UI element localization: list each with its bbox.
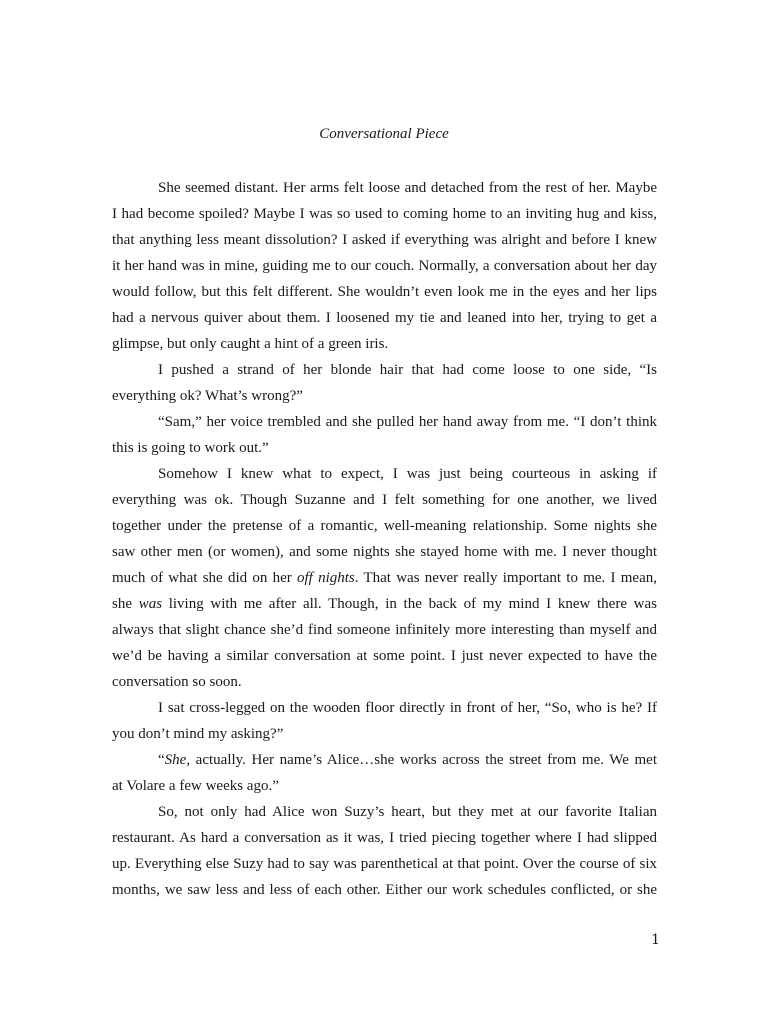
text-line	[112, 409, 657, 435]
text-run: you don’t mind my asking?”	[112, 726, 284, 742]
text-run: we’d be having a similar conversation at some point. I just never expected to have the	[112, 648, 657, 664]
text-run: actually. Her name’s Alice…she works across the street from me. We met	[190, 752, 657, 768]
text-line	[112, 539, 657, 565]
text-line	[112, 591, 657, 617]
text-line	[112, 201, 657, 227]
text-line	[112, 851, 657, 877]
text-line	[112, 279, 657, 305]
text-run: “	[158, 752, 165, 768]
text-run: at Volare a few weeks ago.”	[112, 778, 279, 794]
text-run: would follow, but this felt different. She wouldn’t even look me in the eyes and her lips	[112, 284, 657, 300]
text-line	[112, 669, 657, 695]
text-run: up. Everything else Suzy had to say was parenthetical at that point. Over the course of six	[112, 856, 657, 872]
text-line	[112, 565, 657, 591]
text-line	[112, 643, 657, 669]
text-line	[112, 487, 657, 513]
text-line	[112, 227, 657, 253]
text-run: everything was ok. Though Suzanne and I felt something for one another, we lived	[112, 492, 657, 508]
text-line	[112, 305, 657, 331]
text-line	[112, 175, 657, 201]
text-run: I had become spoiled? Maybe I was so used to coming home to an inviting hug and kiss,	[112, 206, 657, 222]
page-number: 1	[651, 932, 660, 948]
text-run: “Sam,” her voice trembled and she pulled her hand away from me. “I don’t think	[158, 414, 657, 430]
text-line	[112, 253, 657, 279]
text-run: I pushed a strand of her blonde hair that had come loose to one side, “Is	[158, 362, 657, 378]
text-run: she	[112, 596, 139, 612]
text-line	[112, 383, 657, 409]
emphasis-text: was	[138, 596, 163, 612]
text-run: glimpse, but only caught a hint of a green iris.	[112, 336, 389, 352]
text-run: She seemed distant. Her arms felt loose and detached from the rest of her. Maybe	[158, 180, 657, 196]
text-run: conversation so soon.	[112, 674, 242, 690]
text-line	[112, 773, 657, 799]
text-line	[112, 617, 657, 643]
text-line	[112, 435, 657, 461]
text-line	[112, 721, 657, 747]
text-run: I sat cross-legged on the wooden floor directly in front of her, “So, who is he? If	[158, 700, 657, 716]
text-run: everything ok? What’s wrong?”	[112, 388, 303, 404]
emphasis-text: She,	[164, 752, 191, 768]
text-run: much of what she did on her	[112, 570, 297, 586]
text-run: this is going to work out.”	[112, 440, 269, 456]
text-run: it her hand was in mine, guiding me to our couch. Normally, a conversation about her day	[112, 258, 657, 274]
text-run: months, we saw less and less of each other. Either our work schedules conflicted, or she	[112, 882, 657, 898]
text-run: always that slight chance she’d find someone infinitely more interesting than myself and	[112, 622, 657, 638]
text-line	[112, 799, 657, 825]
text-line	[112, 877, 657, 903]
text-run: that anything less meant dissolution? I asked if everything was alright and before I knew	[112, 232, 657, 248]
text-line	[112, 461, 657, 487]
text-run: . That was never really important to me. I mean,	[354, 570, 658, 586]
text-line	[112, 825, 657, 851]
document-body	[112, 175, 657, 903]
document-title: Conversational Piece	[319, 126, 449, 142]
text-line	[112, 357, 657, 383]
text-line	[112, 513, 657, 539]
text-run: So, not only had Alice won Suzy’s heart, but they met at our favorite Italian	[158, 804, 657, 820]
text-run: living with me after all. Though, in the back of my mind I knew there was	[162, 596, 657, 612]
emphasis-text: off nights	[297, 570, 355, 586]
text-run: Somehow I knew what to expect, I was just being courteous in asking if	[158, 466, 657, 482]
text-run: together under the pretense of a romantic, well-meaning relationship. Some nights she	[112, 518, 657, 534]
text-line	[112, 695, 657, 721]
text-line	[112, 331, 657, 357]
text-line	[112, 747, 657, 773]
text-run: had a nervous quiver about them. I loosened my tie and leaned into her, trying to get a	[112, 310, 657, 326]
text-run: restaurant. As hard a conversation as it was, I tried piecing together where I had slipped	[112, 830, 657, 846]
text-run: saw other men (or women), and some nights she stayed home with me. I never thought	[112, 544, 657, 560]
